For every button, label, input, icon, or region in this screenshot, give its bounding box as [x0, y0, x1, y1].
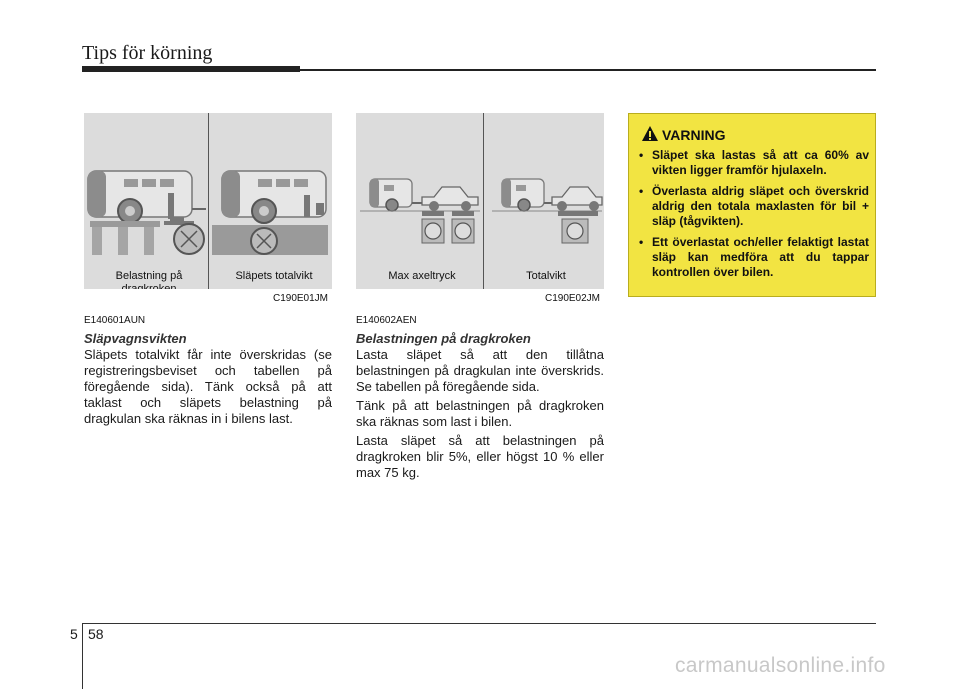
paragraph: Lasta släpet så att den tillåtna belastningen på dragkulan inte överskrids. Se tabellen på föregående sida. [356, 347, 604, 394]
section-body [356, 347, 604, 484]
warning-triangle-icon [641, 125, 659, 142]
bullet: • [639, 148, 644, 162]
warning-item [639, 148, 869, 178]
section-code: E140601AUN [84, 315, 146, 326]
header-rule-thick [82, 66, 300, 72]
figure-code: C190E01JM [272, 293, 328, 304]
figure-label-trailer-total-weight: Släpets totalvikt [235, 270, 313, 282]
footer-rule-vertical [82, 623, 83, 689]
figure-axle-load [356, 113, 604, 305]
warning-list [639, 148, 869, 286]
watermark: carmanualsonline.info [675, 654, 886, 677]
header-rule-thin [300, 69, 876, 71]
warning-title: VARNING [662, 127, 726, 143]
figure-towbar-load [84, 113, 332, 305]
figure-code-strip [84, 289, 332, 305]
figure-divider [208, 113, 209, 305]
figure-label-towbar-load: Belastning på [115, 270, 183, 282]
figure-code: C190E02JM [544, 293, 600, 304]
section-heading: Släpvagnsvikten [84, 331, 187, 346]
section-heading: Belastningen på dragkroken [356, 331, 531, 346]
figure-code-strip [356, 289, 604, 305]
warning-item [639, 184, 869, 229]
bullet: • [639, 235, 644, 249]
figure-label-total-weight: Totalvikt [526, 270, 566, 282]
paragraph: Tänk på att belastningen på dragkroken ska räknas som last i bilen. [356, 398, 604, 429]
paragraph: Lasta släpet så att belastningen på dragkroken blir 5%, eller högst 10 % eller max 75 kg. [356, 433, 604, 480]
figure-label-max-axle-load: Max axeltryck [388, 270, 456, 282]
warning-text: Överlasta aldrig släpet och överskrid aldrig den totala maxlasten för bil + släp (tågvikten). [652, 184, 869, 228]
section-code: E140602AEN [356, 315, 417, 326]
footer-rule [82, 623, 876, 624]
warning-box [628, 113, 876, 297]
page-number: 58 [88, 626, 104, 642]
warning-item [639, 235, 869, 280]
page-header-title: Tips för körning [82, 42, 213, 64]
chapter-number: 5 [70, 626, 78, 642]
section-body [84, 347, 332, 430]
bullet: • [639, 184, 644, 198]
warning-text: Ett överlastat och/eller felaktigt lastat släp kan medföra att du tappar kontrollen över bilen. [652, 235, 869, 279]
figure-divider [483, 113, 484, 305]
paragraph: Släpets totalvikt får inte överskridas (se registreringsbeviset och tabellen på föregående sida). Tänk också på att taklast och släpets belastning på dragkulan ska räknas in i bilens last. [84, 347, 332, 426]
warning-text: Släpet ska lastas så att ca 60% av vikten ligger framför hjulaxeln. [652, 148, 869, 177]
